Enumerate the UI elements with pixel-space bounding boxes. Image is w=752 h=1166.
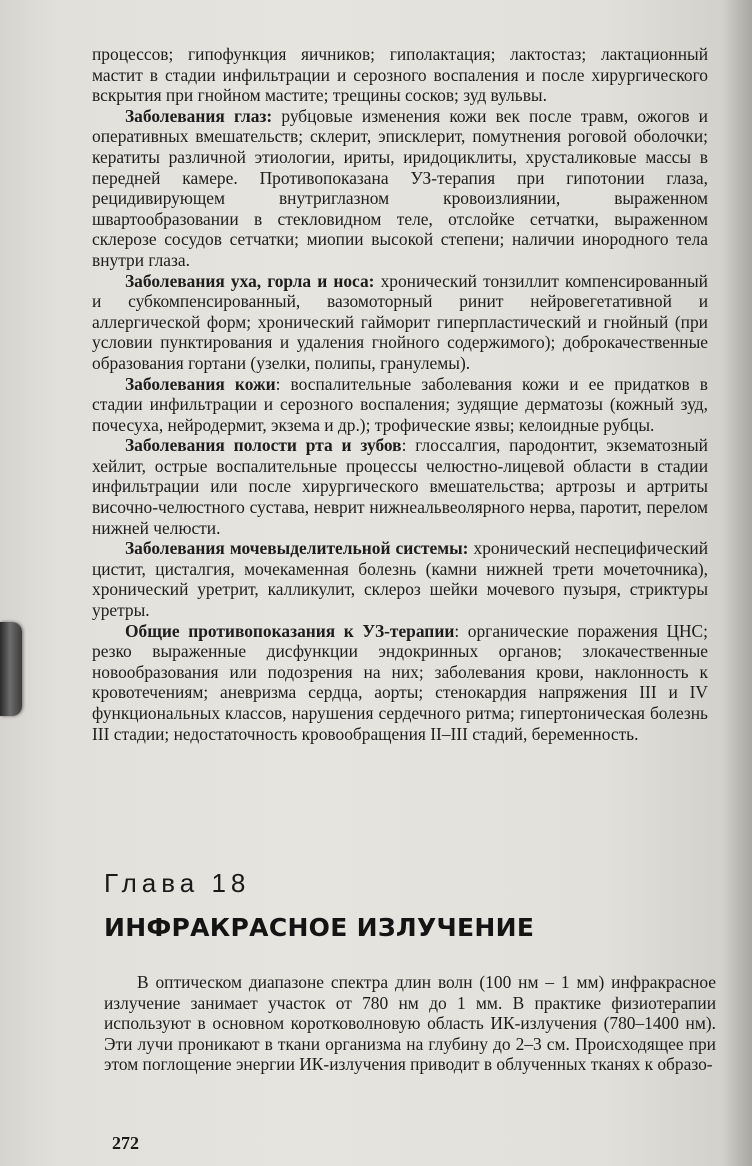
paragraph-text: : глоссалгия, пародонтит, экзематозный хейлит, острые воспалительные процессы челюстно-лицевой области в стадии инфильтрации или после хирургического вмешательства; артрозы и артриты височно-челюстного сустава, неврит нижнеальвеолярного нерва, паротит, перелом нижней челюсти. bbox=[92, 435, 708, 538]
paragraph-continuation bbox=[92, 44, 708, 106]
paragraph-skin-diseases bbox=[92, 374, 708, 436]
upper-text-block bbox=[92, 44, 708, 744]
paragraph-lead: Общие противопоказания к УЗ-терапии bbox=[125, 620, 455, 641]
paragraph-ent-diseases bbox=[92, 271, 708, 374]
paragraph-lead: Заболевания глаз: bbox=[125, 105, 273, 126]
paragraph-lead: Заболевания полости рта и зубов bbox=[125, 435, 402, 456]
paragraph-oral-diseases bbox=[92, 435, 708, 538]
chapter-label: Глава 18 bbox=[104, 868, 251, 898]
paragraph-text: хронический тонзиллит компенсированный и субкомпенсированный, вазомоторный ринит нейровегетативной и аллергической форм; хронический гайморит гиперпластический и гнойный (при условии пунктирования и удаления гнойного содержимого); доброкачественные образования гортани (узелки, полипы, гранулемы). bbox=[92, 270, 708, 373]
paragraph-text: процессов; гипофункция яичников; гиполактация; лактостаз; лактационный мастит в стадии инфильтрации и серозного воспаления и после хирургического вскрытия при гнойном мастите; трещины сосков; зуд вульвы. bbox=[92, 44, 708, 106]
paragraph-contraindications bbox=[92, 621, 708, 745]
chapter-intro-paragraph: В оптическом диапазоне спектра длин волн (100 нм – 1 мм) инфракрасное излучение занимает участок от 780 нм до 1 мм. В практике физиотерапии используют в основном коротковолновую область ИК-излучения (780–1400 нм). Эти лучи проникают в ткани организма на глубину до 2–3 см. Происходящее при этом поглощение энергии ИК-излучения приводит в облученных тканях к образо- bbox=[104, 972, 716, 1075]
chapter-title: ИНФРАКРАСНОЕ ИЗЛУЧЕНИЕ bbox=[104, 913, 535, 942]
paragraph-lead: Заболевания уха, горла и носа: bbox=[125, 270, 375, 291]
paragraph-urinary-diseases bbox=[92, 538, 708, 620]
paragraph-text: хронический неспецифический цистит, цисталгия, мочекаменная болезнь (камни нижней трети мочеточника), хронический уретрит, калликулит, склероз шейки мочевого пузыря, стриктуры уретры. bbox=[92, 538, 708, 621]
paragraph-text: рубцовые изменения кожи век после травм, ожогов и оперативных вмешательств; склерит, эписклерит, помутнения роговой оболочки; кератиты различной этиологии, ириты, иридоциклиты, хрусталиковые массы в передней камере. Противопоказана УЗ-терапия при гипотонии глаза, рецидивирующем внутриглазном кровоизлиянии, выраженном швартообразовании в стекловидном теле, отслойке сетчатки, выраженном склерозе сосудов сетчатки; миопии высокой степени; наличии инородного тела внутри глаза. bbox=[92, 105, 708, 270]
paragraph-lead: Заболевания кожи bbox=[125, 373, 276, 394]
paragraph-text: : органические поражения ЦНС; резко выраженные дисфункции эндокринных органов; злокачественные новообразования или подозрения на них; заболевания крови, наклонность к кровотечениям; аневризма сердца, аорты; стенокардия напряжения III и IV функциональных классов, нарушения сердечного ритма; гипертоническая болезнь III стадии; недостаточность кровообращения II–III стадий, беременность. bbox=[92, 620, 708, 744]
paragraph-lead: Заболевания мочевыделительной системы: bbox=[125, 538, 469, 559]
page-number: 272 bbox=[112, 1133, 139, 1153]
paragraph-text: : воспалительные заболевания кожи и ее придатков в стадии инфильтрации и серозного воспаления; зудящие дерматозы (кожный зуд, почесуха, нейродермит, экзема и др.); трофические язвы; келоидные рубцы. bbox=[92, 373, 708, 435]
paragraph-eye-diseases bbox=[92, 106, 708, 271]
binder-clip bbox=[0, 622, 22, 716]
